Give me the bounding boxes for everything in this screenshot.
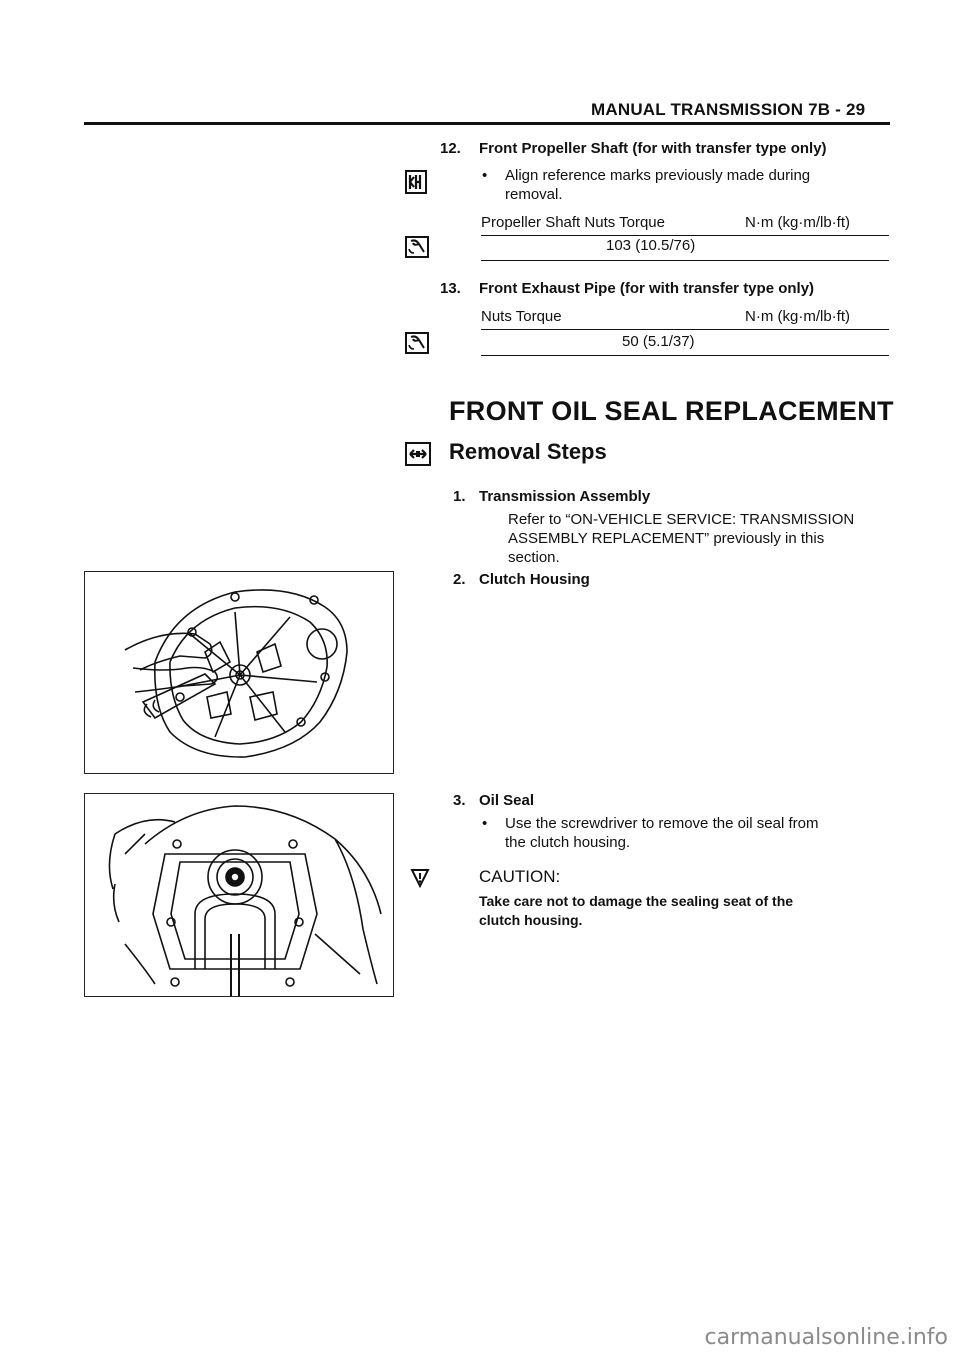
page-header-title: MANUAL TRANSMISSION 7B - 29: [591, 100, 866, 119]
reference-mark-icon: [405, 170, 427, 194]
clutch-housing-illustration: [84, 571, 394, 774]
step-3-title: Oil Seal: [479, 792, 535, 809]
item-12-spec-unit: N·m (kg·m/lb·ft): [745, 214, 850, 231]
watermark: carmanualsonline.info: [704, 1325, 948, 1350]
bullet-dot: •: [482, 167, 488, 184]
step-1-text-line-1: Refer to “ON-VEHICLE SERVICE: TRANSMISSION: [508, 511, 855, 528]
spec-rule: [481, 355, 889, 356]
step-2-number: 2.: [453, 571, 466, 588]
item-13-spec-value: 50 (5.1/37): [622, 333, 695, 350]
item-13-spec-label: Nuts Torque: [481, 308, 562, 325]
caution-icon: [410, 868, 430, 888]
step-1-number: 1.: [453, 488, 466, 505]
removal-steps-title: Removal Steps: [449, 439, 607, 464]
step-1-text-line-2: ASSEMBLY REPLACEMENT” previously in this: [508, 530, 825, 547]
step-3-bullet-line-2: the clutch housing.: [505, 834, 631, 851]
torque-wrench-icon: [405, 236, 429, 258]
oil-seal-illustration: [84, 793, 394, 997]
item-12-bullet-text: Align reference marks previously made during removal.: [505, 167, 811, 203]
torque-wrench-icon: [405, 332, 429, 354]
item-12-number: 12.: [440, 140, 461, 157]
section-title: FRONT OIL SEAL REPLACEMENT: [449, 396, 894, 426]
step-1-title: Transmission Assembly: [479, 488, 651, 505]
item-12-title: Front Propeller Shaft (for with transfer type only): [479, 140, 827, 157]
step-3-number: 3.: [453, 792, 466, 809]
header-rule: [84, 122, 890, 125]
item-13-number: 13.: [440, 280, 461, 297]
item-12-spec-value: 103 (10.5/76): [606, 237, 696, 254]
spec-rule: [481, 329, 889, 330]
item-13-title: Front Exhaust Pipe (for with transfer type only): [479, 280, 815, 297]
item-12-spec-label: Propeller Shaft Nuts Torque: [481, 214, 665, 231]
spec-rule: [481, 260, 889, 261]
caution-line-1: Take care not to damage the sealing seat of the: [479, 893, 794, 909]
item-13-spec-unit: N·m (kg·m/lb·ft): [745, 308, 850, 325]
bullet-dot: •: [482, 815, 488, 832]
caution-line-2: clutch housing.: [479, 912, 583, 928]
step-2-title: Clutch Housing: [479, 571, 590, 588]
spec-rule: [481, 235, 889, 236]
removal-steps-icon: [405, 442, 431, 466]
caution-title: CAUTION:: [479, 867, 561, 886]
step-1-text-line-3: section.: [508, 549, 560, 566]
step-3-bullet-line-1: Use the screwdriver to remove the oil seal from: [505, 815, 819, 832]
